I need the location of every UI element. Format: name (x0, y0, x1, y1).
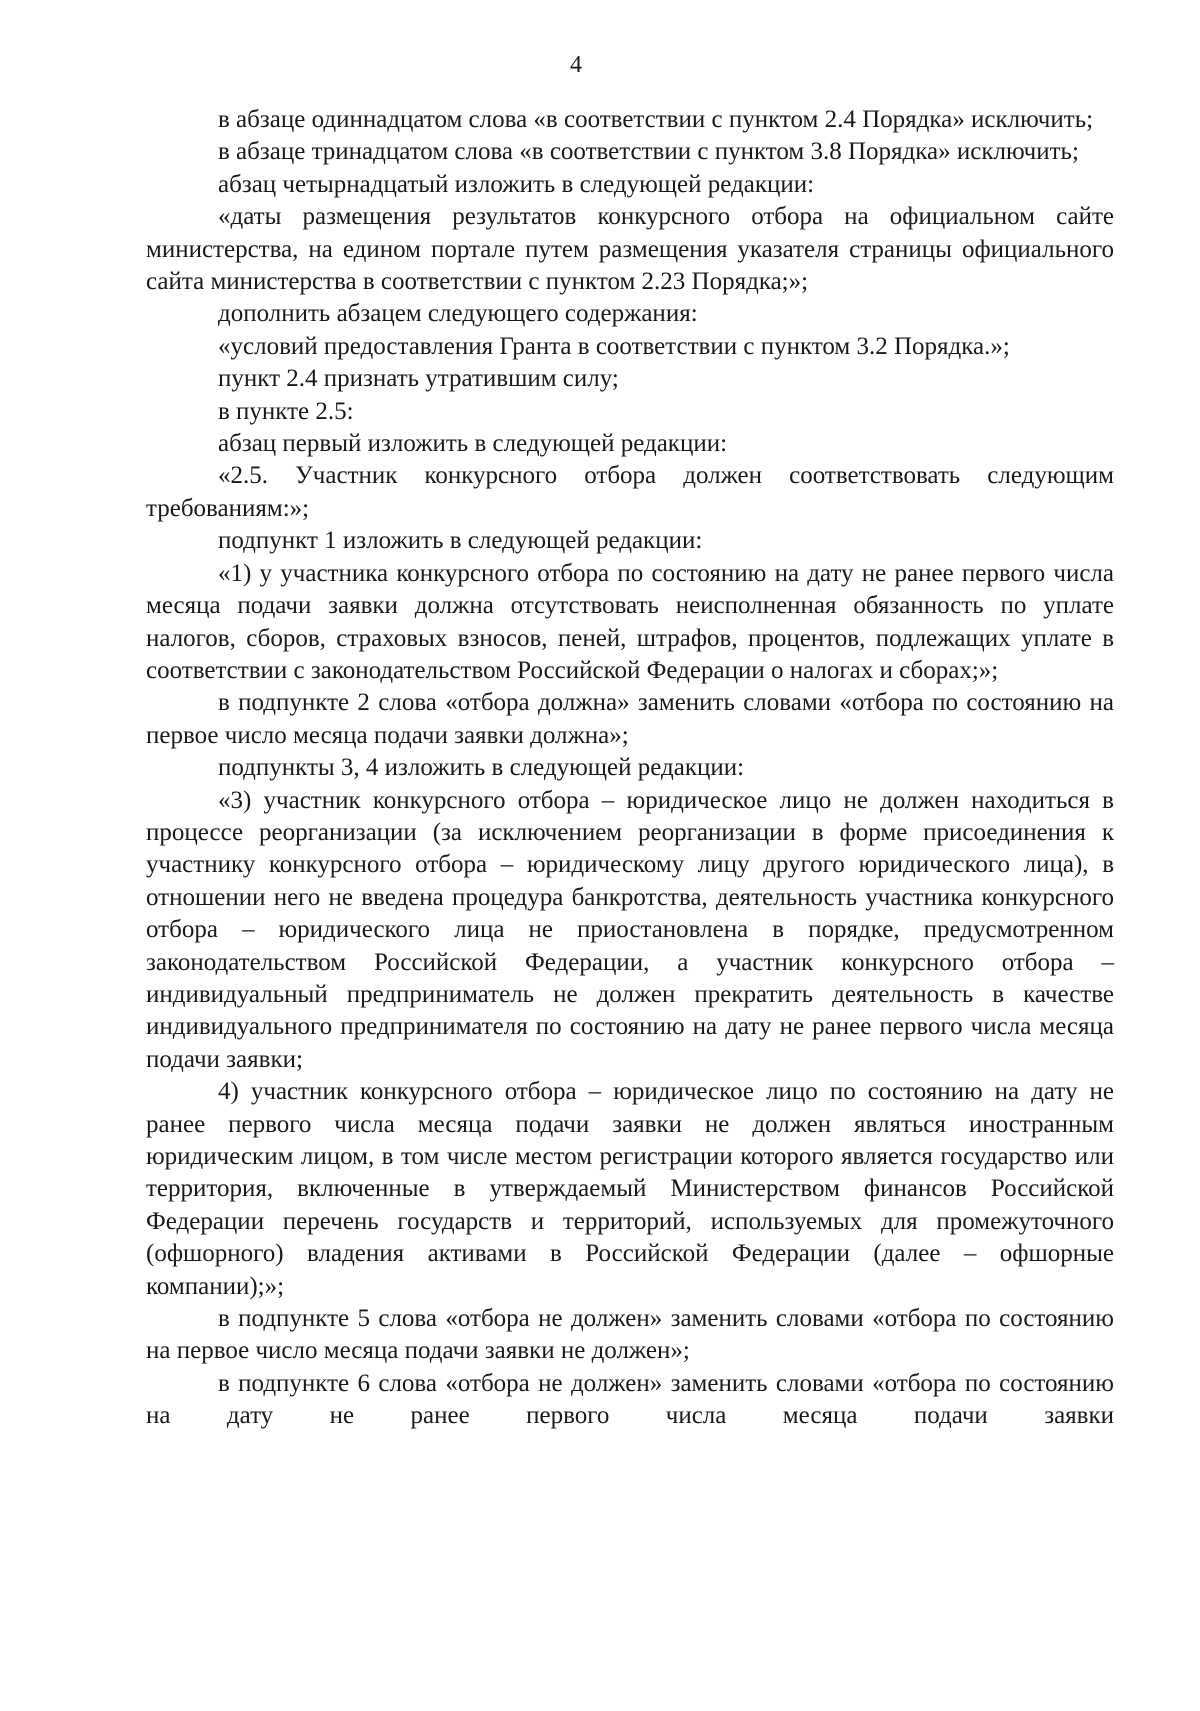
paragraph: «даты размещения результатов конкурсного отбора на официальном сайте министерства, на едином портале путем размещения указателя страницы официального сайта министерства в соответствии с пунктом 2.23 Порядка;»; (146, 203, 1114, 296)
paragraph: пункт 2.4 признать утратившим силу; (218, 365, 619, 393)
paragraph: подпункт 1 изложить в следующей редакции: (218, 527, 703, 555)
paragraph: дополнить абзацем следующего содержания: (218, 300, 698, 328)
document-body (146, 104, 1114, 1433)
paragraph: в абзаце одиннадцатом слова «в соответствии с пунктом 2.4 Порядка» исключить; (218, 106, 1094, 133)
paragraph: 4) участник конкурсного отбора – юридическое лицо по состоянию на дату не ранее первого числа месяца подачи заявки не должен являться иностранным юридическим лицом, в том числе местом регистрации которого является государство или территория, включенные в утверждаемый Министерством финансов Российской Федерации перечень государств и территорий, используемых для промежуточного (офшорного) владения активами в Российской Федерации (далее – офшорные компании);»; (146, 1078, 1114, 1300)
paragraph: в абзаце тринадцатом слова «в соответствии с пунктом 3.8 Порядка» исключить; (218, 138, 1079, 166)
page-number: 4 (570, 52, 582, 78)
paragraph: подпункты 3, 4 изложить в следующей редакции: (218, 754, 745, 782)
paragraph: в подпункте 2 слова «отбора должна» заменить словами «отбора по состоянию на первое число месяца подачи заявки должна»; (146, 689, 1114, 749)
paragraph: «2.5. Участник конкурсного отбора должен соответствовать следующим требованиям:»; (146, 462, 1114, 522)
paragraph: в подпункте 5 слова «отбора не должен» заменить словами «отбора по состоянию на первое число месяца подачи заявки не должен»; (146, 1305, 1114, 1365)
paragraph: в пункте 2.5: (218, 397, 354, 425)
paragraph: в подпункте 6 слова «отбора не должен» заменить словами «отбора по состоянию на дату не ранее первого числа месяца подачи заявки (146, 1369, 1114, 1430)
paragraph: «1) у участника конкурсного отбора по состоянию на дату не ранее первого числа месяца подачи заявки должна отсутствовать неисполненная обязанность по уплате налогов, сборов, страховых взносов, пеней, штрафов, процентов, подлежащих уплате в соответствии с законодательством Российской Федерации о налогах и сборах;»; (146, 559, 1114, 684)
paragraph: «3) участник конкурсного отбора – юридическое лицо не должен находиться в процессе реорганизации (за исключением реорганизации в форме присоединения к участнику конкурсного отбора – юридическому лицу другого юридического лица), в отношении него не введена процедура банкротства, деятельность участника конкурсного отбора – юридического лица не приостановлена в порядке, предусмотренном законодательством Российской Федерации, а участник конкурсного отбора – индивидуальный предприниматель не должен прекратить деятельность в качестве индивидуального предпринимателя по состоянию на дату не ранее первого числа месяца подачи заявки; (146, 786, 1114, 1073)
paragraph: абзац четырнадцатый изложить в следующей редакции: (218, 170, 815, 198)
paragraph: «условий предоставления Гранта в соответствии с пунктом 3.2 Порядка.»; (218, 332, 1010, 360)
paragraph: абзац первый изложить в следующей редакции: (218, 430, 728, 458)
